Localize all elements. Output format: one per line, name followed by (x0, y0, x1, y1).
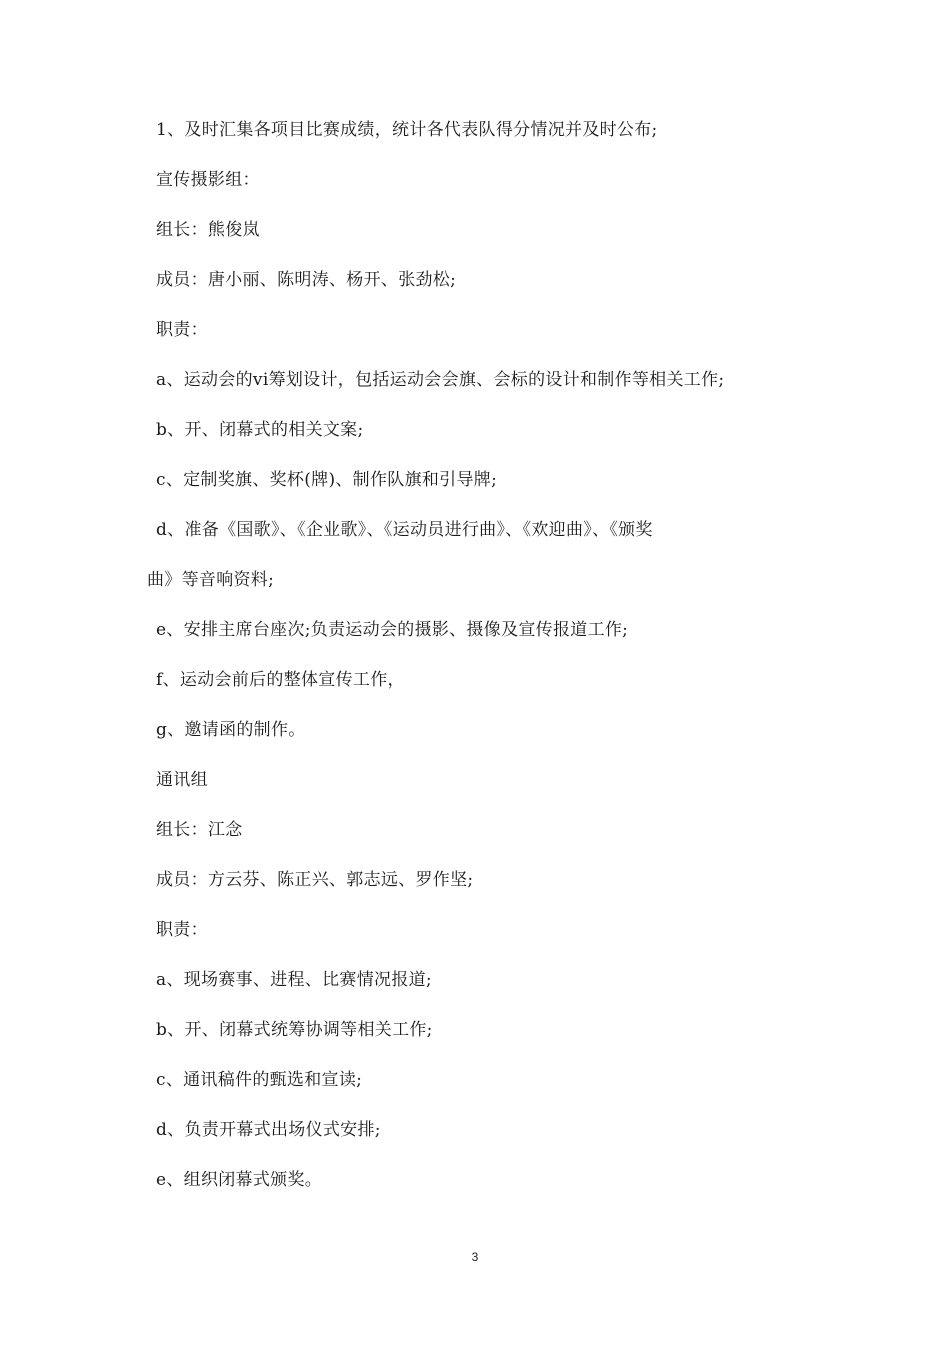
text-line-leader-2: 组长：江念 (156, 820, 243, 840)
section-heading-communication: 通讯组 (156, 770, 208, 790)
text-line-duties-label-2: 职责： (156, 920, 208, 940)
text-line-1: 1、及时汇集各项目比赛成绩，统计各代表队得分情况并及时公布; (156, 120, 658, 140)
list-item-d-2: d、负责开幕式出场仪式安排; (156, 1120, 381, 1140)
text-line-duties-label: 职责： (156, 320, 208, 340)
list-item-e-2: e、组织闭幕式颁奖。 (156, 1170, 323, 1190)
section-heading-publicity: 宣传摄影组： (156, 170, 260, 190)
list-item-c-2: c、通讯稿件的甄选和宣读; (156, 1070, 363, 1090)
list-item-d: d、准备《国歌》、《企业歌》、《运动员进行曲》、《欢迎曲》、《颁奖 (156, 520, 653, 540)
list-item-g: g、邀请函的制作。 (156, 720, 306, 740)
list-item-a-2: a、现场赛事、进程、比赛情况报道; (156, 970, 432, 990)
list-item-d-continued: 曲》等音响资料; (147, 570, 275, 590)
list-item-f: f、运动会前后的整体宣传工作， (156, 670, 405, 690)
text-line-members: 成员：唐小丽、陈明涛、杨开、张劲松; (156, 270, 457, 290)
text-line-members-2: 成员：方云芬、陈正兴、郭志远、罗作坚; (156, 870, 474, 890)
list-item-e: e、安排主席台座次;负责运动会的摄影、摄像及宣传报道工作; (156, 620, 629, 640)
list-item-b: b、开、闭幕式的相关文案; (156, 420, 364, 440)
list-item-b-2: b、开、闭幕式统筹协调等相关工作; (156, 1020, 433, 1040)
text-line-leader: 组长：熊俊岚 (156, 220, 260, 240)
list-item-a: a、运动会的vi筹划设计，包括运动会会旗、会标的设计和制作等相关工作; (156, 370, 725, 390)
page-number: 3 (471, 1250, 479, 1264)
list-item-c: c、定制奖旗、奖杯(牌)、制作队旗和引导牌; (156, 470, 498, 490)
